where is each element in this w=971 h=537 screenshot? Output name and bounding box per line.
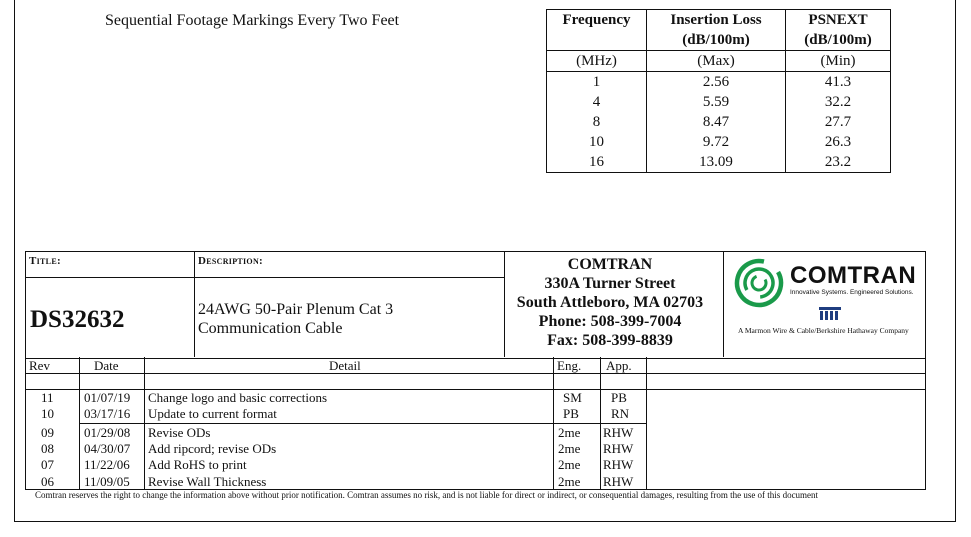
header-cell: (dB/100m) bbox=[786, 30, 891, 51]
title-block-border-right bbox=[925, 251, 926, 490]
date-cell: 01/29/08 bbox=[84, 425, 131, 440]
company-name: COMTRAN bbox=[567, 256, 653, 273]
date-cell: 11/22/06 bbox=[84, 457, 130, 472]
insertion-loss-cell: 2.56 bbox=[647, 72, 786, 93]
logo-parent-company: A Marmon Wire & Cable/Berkshire Hathaway Company bbox=[738, 326, 909, 335]
frequency-cell: 4 bbox=[547, 92, 647, 112]
psnext-cell: 27.7 bbox=[786, 112, 891, 132]
insertion-loss-cell: 13.09 bbox=[647, 152, 786, 173]
header-cell: Insertion Loss bbox=[647, 10, 786, 31]
page-frame-bottom bbox=[14, 521, 956, 522]
detail-cell: Add RoHS to print bbox=[148, 457, 247, 472]
header-cell: PSNEXT bbox=[786, 10, 891, 31]
title-block-border-left bbox=[25, 251, 26, 490]
revision-column-divider bbox=[144, 357, 145, 489]
description-line: 24AWG 50-Pair Plenum Cat 3 bbox=[198, 301, 394, 318]
description-label: Description: bbox=[198, 255, 263, 267]
revision-row-divider bbox=[79, 423, 646, 424]
page-frame-right bbox=[955, 0, 956, 522]
header-cell: Frequency bbox=[547, 10, 647, 31]
marmon-building-icon bbox=[819, 307, 841, 321]
company-address bbox=[505, 255, 715, 350]
title-label: Title: bbox=[29, 255, 61, 267]
eng-cell: PB bbox=[563, 406, 579, 421]
rev-cell: 08 bbox=[41, 441, 54, 456]
description-line: Communication Cable bbox=[198, 320, 343, 337]
psnext-cell: 26.3 bbox=[786, 132, 891, 152]
table-row bbox=[547, 112, 891, 132]
frequency-table bbox=[546, 9, 891, 173]
comtran-ring-logo-icon bbox=[734, 258, 784, 308]
eng-cell: 2me bbox=[558, 457, 581, 472]
description-label-divider bbox=[194, 277, 504, 278]
logo-wordmark: COMTRAN bbox=[790, 262, 917, 289]
rev-cell: 06 bbox=[41, 474, 54, 489]
detail-cell: Revise Wall Thickness bbox=[148, 474, 267, 489]
psnext-cell: 23.2 bbox=[786, 152, 891, 173]
table-row bbox=[547, 132, 891, 152]
detail-header: Detail bbox=[329, 358, 361, 373]
table-header-row bbox=[547, 30, 891, 51]
logo-tagline: Innovative Systems. Engineered Solutions. bbox=[790, 289, 914, 296]
insertion-loss-cell: 9.72 bbox=[647, 132, 786, 152]
date-header: Date bbox=[94, 358, 119, 373]
eng-cell: 2me bbox=[558, 474, 581, 489]
phone-number: Phone: 508-399-7004 bbox=[538, 313, 682, 330]
eng-cell: 2me bbox=[558, 425, 581, 440]
date-cell: 01/07/19 bbox=[84, 390, 131, 405]
frequency-cell: 16 bbox=[547, 152, 647, 173]
date-cell: 04/30/07 bbox=[84, 441, 131, 456]
app-cell: PB bbox=[611, 390, 627, 405]
app-cell: RHW bbox=[603, 457, 634, 472]
rev-cell: 09 bbox=[41, 425, 54, 440]
psnext-cell: 32.2 bbox=[786, 92, 891, 112]
frequency-cell: 10 bbox=[547, 132, 647, 152]
frequency-cell: 8 bbox=[547, 112, 647, 132]
unit-cell: (Max) bbox=[647, 51, 786, 72]
disclaimer-text: Comtran reserves the right to change the information above without prior notification. Comtran assumes no risk, and is not liable for direct or indirect, or consequential damages, resulting from the use of this document bbox=[35, 490, 819, 500]
table-header-row bbox=[547, 10, 891, 31]
revision-header-divider bbox=[25, 373, 925, 374]
title-label-divider bbox=[25, 277, 194, 278]
eng-header: Eng. bbox=[557, 358, 582, 373]
app-cell: RHW bbox=[603, 474, 634, 489]
title-block-divider bbox=[723, 251, 724, 357]
city-address: South Attleboro, MA 02703 bbox=[516, 294, 704, 311]
insertion-loss-cell: 8.47 bbox=[647, 112, 786, 132]
table-row bbox=[547, 152, 891, 173]
detail-cell: Update to current format bbox=[148, 406, 277, 421]
app-cell: RHW bbox=[603, 425, 634, 440]
street-address: 330A Turner Street bbox=[544, 275, 676, 292]
header-cell: (dB/100m) bbox=[647, 30, 786, 51]
unit-cell: (Min) bbox=[786, 51, 891, 72]
revision-column-divider bbox=[600, 357, 601, 489]
rev-cell: 11 bbox=[41, 390, 54, 405]
page-frame-left bbox=[14, 0, 15, 522]
title-block-divider bbox=[194, 251, 195, 357]
eng-cell: SM bbox=[563, 390, 582, 405]
rev-cell: 10 bbox=[41, 406, 54, 421]
rev-cell: 07 bbox=[41, 457, 54, 472]
fax-number: Fax: 508-399-8839 bbox=[547, 332, 673, 349]
header-cell bbox=[547, 30, 647, 51]
revision-column-divider bbox=[79, 357, 80, 489]
date-cell: 03/17/16 bbox=[84, 406, 131, 421]
detail-cell: Change logo and basic corrections bbox=[148, 390, 328, 405]
revision-column-divider bbox=[553, 357, 554, 489]
revision-column-divider bbox=[646, 357, 647, 489]
description-text bbox=[198, 300, 393, 338]
table-unit-row bbox=[547, 51, 891, 72]
unit-cell: (MHz) bbox=[547, 51, 647, 72]
eng-cell: 2me bbox=[558, 441, 581, 456]
detail-cell: Revise ODs bbox=[148, 425, 211, 440]
frequency-cell: 1 bbox=[547, 72, 647, 93]
app-header: App. bbox=[606, 358, 632, 373]
app-cell: RN bbox=[611, 406, 630, 421]
detail-cell: Add ripcord; revise ODs bbox=[148, 441, 277, 456]
insertion-loss-cell: 5.59 bbox=[647, 92, 786, 112]
document-number: DS32632 bbox=[30, 306, 125, 333]
table-row bbox=[547, 92, 891, 112]
table-row bbox=[547, 72, 891, 93]
footage-note: Sequential Footage Markings Every Two Feet bbox=[105, 12, 400, 29]
date-cell: 11/09/05 bbox=[84, 474, 130, 489]
rev-header: Rev bbox=[29, 358, 50, 373]
psnext-cell: 41.3 bbox=[786, 72, 891, 93]
app-cell: RHW bbox=[603, 441, 634, 456]
